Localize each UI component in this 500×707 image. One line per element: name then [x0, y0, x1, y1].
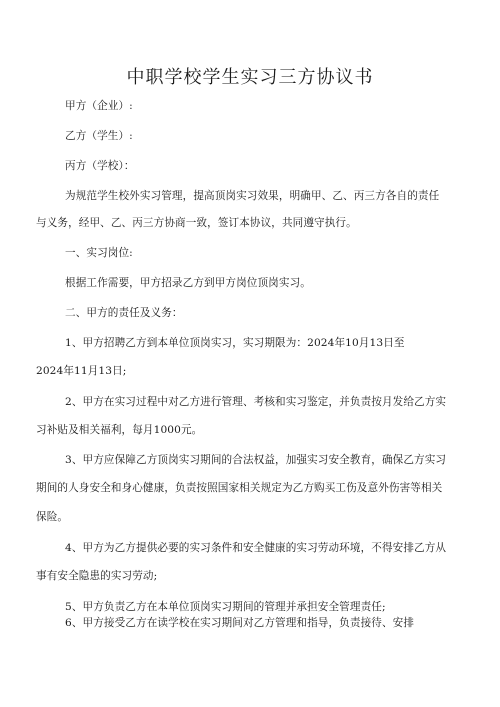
item3-line-3: 保险。 — [36, 511, 69, 523]
item1-line-2: 2024年11月13日; — [36, 365, 127, 377]
item5-line-1: 5、甲方负责乙方在本单位顶岗实习期间的管理并承担安全管理责任; — [65, 601, 386, 613]
party-b-label: 乙方（学生）: — [65, 130, 133, 142]
section2-heading: 二、甲方的责任及义务： — [65, 307, 183, 319]
item2-line-1: 2、甲方在实习过程中对乙方进行管理、考核和实习鉴定，并负责按月发给乙方实 — [65, 396, 447, 408]
party-c-label: 丙方（学校）： — [65, 160, 135, 172]
document-title: 中职学校学生实习三方协议书 — [126, 67, 374, 88]
item1-line-1: 1、甲方招聘乙方到本单位顶岗实习，实习期限为：2024年10月13日至 — [65, 337, 405, 349]
item2-line-2: 习补贴及相关福利，每月1000元。 — [36, 424, 203, 436]
intro-line-1: 为规范学生校外实习管理，提高顶岗实习效果，明确甲、乙、丙三方各自的责任 — [65, 190, 440, 202]
section1-heading: 一、实习岗位: — [65, 247, 133, 259]
item4-line-2: 事有安全隐患的实习劳动; — [36, 570, 158, 582]
party-a-label: 甲方（企业）: — [65, 100, 133, 112]
item4-line-1: 4、甲方为乙方提供必要的实习条件和安全健康的实习劳动环境，不得安排乙方从 — [65, 542, 447, 554]
section1-text: 根据工作需要，甲方招录乙方到甲方岗位顶岗实习。 — [65, 277, 311, 289]
item3-line-1: 3、甲方应保障乙方顶岗实习期间的合法权益，加强实习安全教育，确保乙方实习 — [65, 454, 447, 466]
intro-line-2: 与义务，经甲、乙、丙三方协商一致，签订本协议，共同遵守执行。 — [36, 217, 357, 229]
item6-line-1: 6、甲方接受乙方在读学校在实习期间对乙方管理和指导，负责接待、安排 — [65, 617, 415, 629]
item3-line-2: 期间的人身安全和身心健康，负责按照国家相关规定为乙方购买工伤及意外伤害等相关 — [36, 482, 443, 494]
